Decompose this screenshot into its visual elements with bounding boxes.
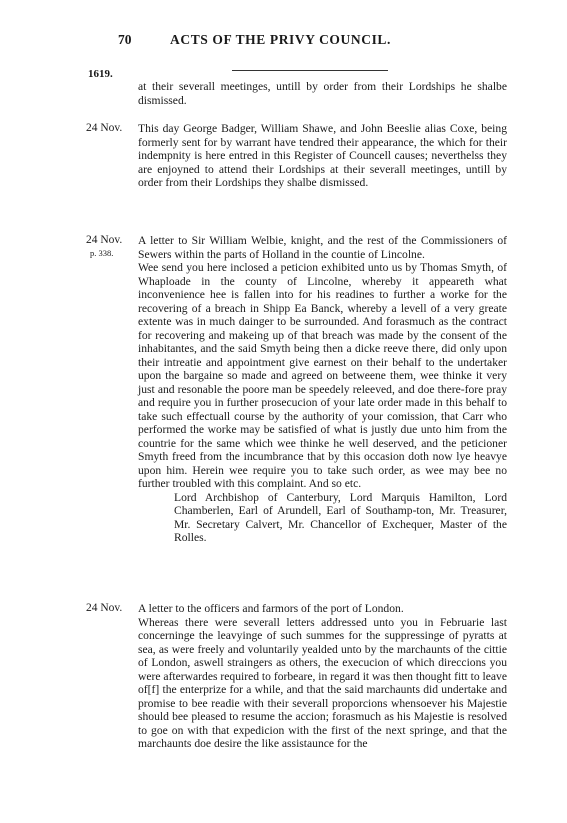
margin-page-ref: p. 338. [90, 248, 114, 258]
entry-3-heading: A letter to the officers and farmors of the port of London. [138, 602, 404, 615]
header-rule [232, 70, 388, 71]
entry-3-body: Whereas there were severall letters addressed unto you in Februarie last concerninge the leavyinge of such summes for the suppressinge of pyratts at sea, as were freely and voluntarily yealded unto by the marchaunts of the cittie of London, aswell straingers as others, the execucion of which direccions you were afterwardes required to forbeare, in regard it was then thought fitt to leave of[f] the enterprize for a while, and that the said marchaunts did undertake and promise to bee readie with their severall proporcions whensoever his Majestie should bee pleased to resume the accion; forasmuch as his Majestie is resolved to goe on with that expedicion with the first of the next springe, and that the marchaunts doe desire the like assistaunce for the [138, 615, 507, 750]
continuation-text: at their severall meetinges, untill by order from their Lordships he shalbe dismissed. [138, 80, 507, 107]
entry-1 [138, 122, 507, 190]
running-title: ACTS OF THE PRIVY COUNCIL. [170, 32, 392, 47]
margin-date-3: 24 Nov. [86, 602, 123, 614]
entry-2-heading: A letter to Sir William Welbie, knight, and the rest of the Commissioners of Sewers within the parts of Holland in the countie of Lincolne. [138, 234, 507, 261]
page-number: 70 [118, 32, 132, 47]
margin-date-2-text: 24 Nov. [86, 234, 123, 246]
margin-date-2 [86, 234, 122, 260]
entry-2 [138, 234, 507, 545]
entry-3 [138, 602, 507, 751]
continuation-paragraph [138, 80, 507, 107]
margin-date-1: 24 Nov. [86, 122, 123, 134]
running-header [0, 32, 567, 52]
margin-year: 1619. [88, 68, 113, 80]
entry-1-text: This day George Badger, William Shawe, and John Beeslie alias Coxe, being formerly sent for by warrant have tendred their appearance, the which for their indempnity is here entred in this Register of Councell causes; neverthelss they are enjoyned to attend their Lordships at their severall meetinges, untill by order from their Lordships they shalbe dismissed. [138, 122, 507, 189]
entry-2-body: Wee send you here inclosed a peticion exhibited unto us by Thomas Smyth, of Whaploade in the county of Lincolne, whereby it appeareth what inconvenience hee is fallen into for his readines to further a worke for the recovering of a breach in Shipp Ea Banck, whereby a levell of a very greate extente was in much dainger to be surrounded. And forasmuch as the contract for recovering and makeing up of that breach was made by the consent of the inhabitantes, and the said Smyth being then a dicke reeve there, did only upon their intreatie and appointment give earnest on their behalf to the undertaker upon the bargaine so made and agreed on betweene them, wee thinke it very just and resonable the poore man be speedely releeved, and doe there-fore pray and require you in further prosecucion of your late order made in this behalf to take such effectuall course by the authority of your comission, that Carr who performed the worke may be satisfied of what is justly due unto him from the countrie for the same which wee thinke he well deserved, and the peticioner Smyth freed from the incumbrance that by this occasion doth now lye heavye upon him. Herein wee require you to take such order, as wee may bee no further troubled with this complaint. And so etc. [138, 261, 507, 490]
entry-2-signatories: Lord Archbishop of Canterbury, Lord Marquis Hamilton, Lord Chamberlen, Earl of Arundell, Earl of Southamp-ton, Mr. Treasurer, Mr. Secretary Calvert, Mr. Chancellor of Exchequer, Master of the Rolles. [174, 490, 507, 544]
